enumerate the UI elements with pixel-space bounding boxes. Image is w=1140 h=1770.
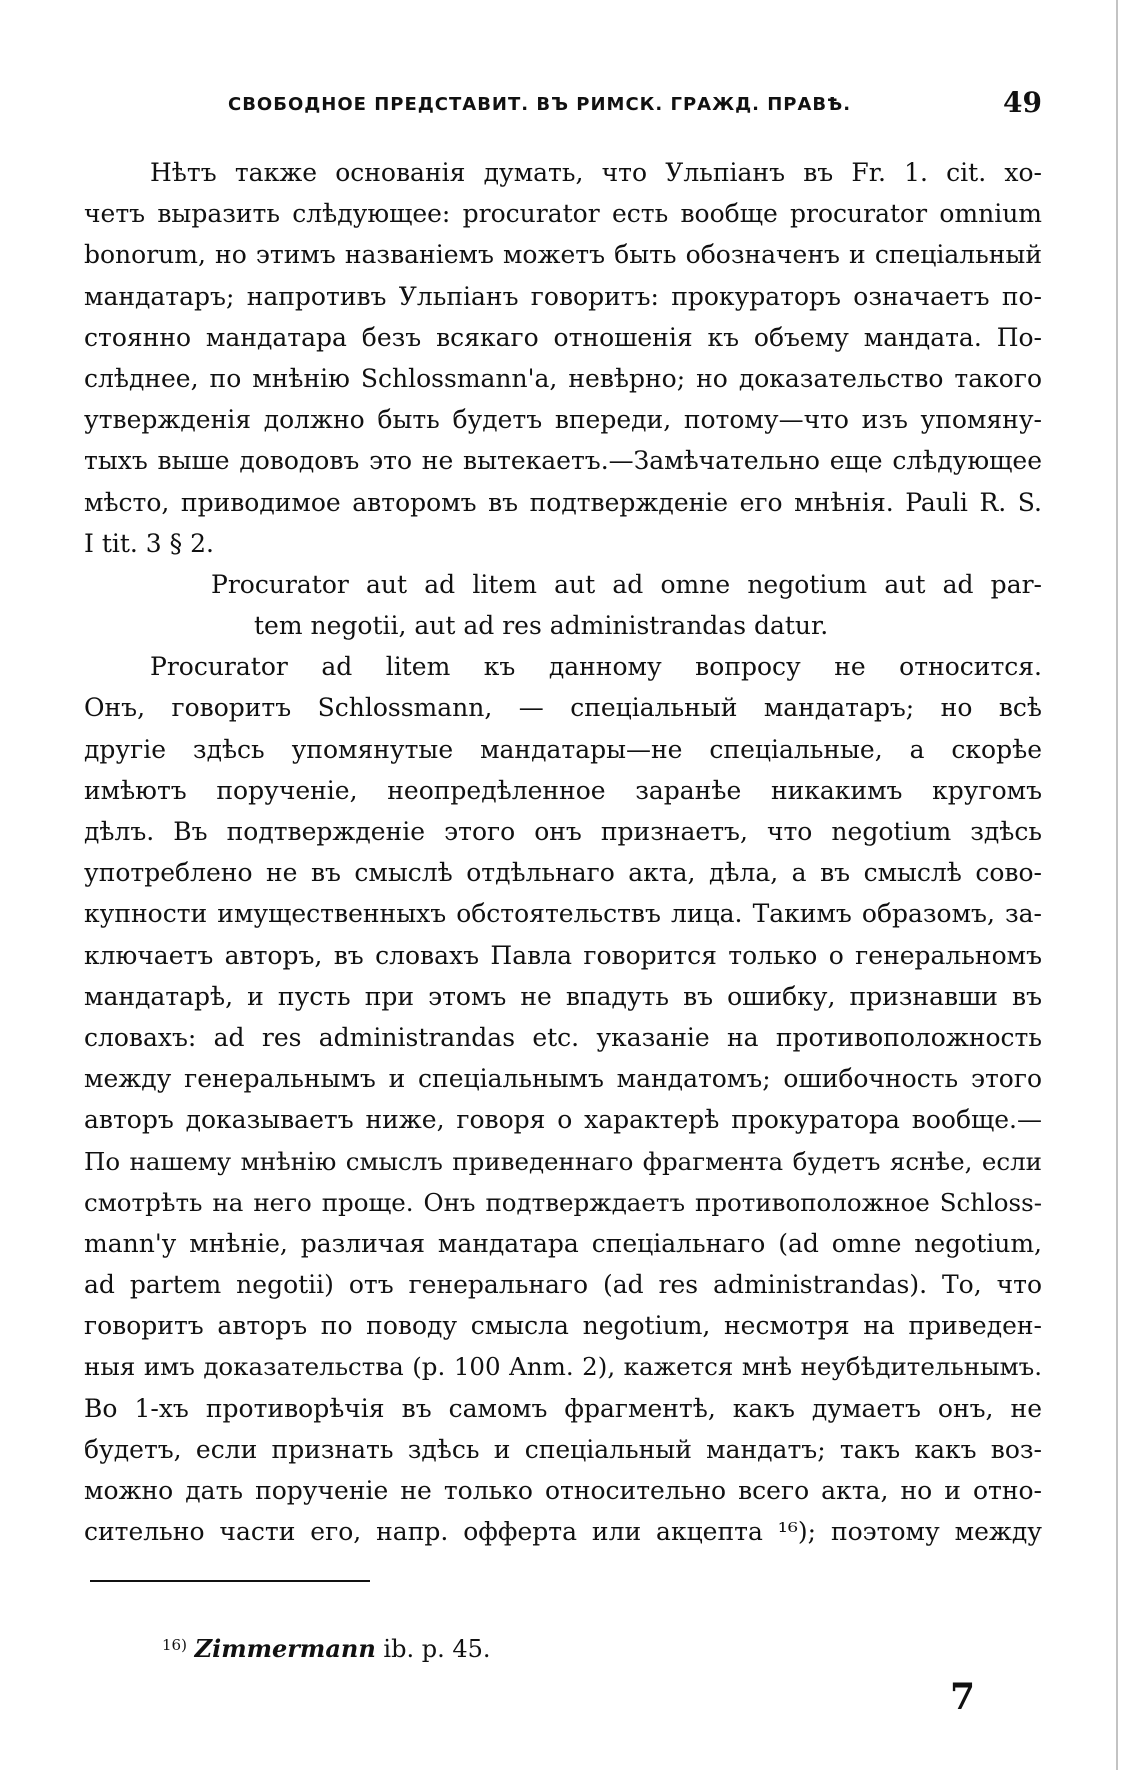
- text-line: мандатаръ; напротивъ Ульпіанъ говоритъ: прокураторъ означаетъ по-: [84, 281, 1042, 311]
- text-line: Нѣтъ также основанія думать, что Ульпіанъ въ Fr. 1. cit. хо-: [150, 158, 1042, 187]
- running-title: СВОБОДНОЕ ПРЕДСТАВИТ. ВЪ РИМСК. ГРАЖД. ПРАВѢ.: [228, 94, 852, 115]
- text-line: стоянно мандатара безъ всякаго отношенія къ объему мандата. По-: [84, 322, 1042, 352]
- text-line: четъ выразить слѣдующее: procurator есть вообще procurator omnium: [84, 199, 1042, 229]
- text-line: ad partem negotii) отъ генеральнаго (ad res administrandas). То, что: [84, 1270, 1042, 1300]
- text-line: имѣютъ порученіе, неопредѣленное заранѣе никакимъ кругомъ: [84, 775, 1042, 805]
- text-line: слѣднее, по мнѣнію Schlossmann'a, невѣрно; но доказательство такого: [84, 363, 1042, 393]
- text-line: словахъ: ad res administrandas etc. указаніе на противоположность: [84, 1022, 1042, 1052]
- footnote-marker: 16): [162, 1636, 187, 1654]
- text-line: утвержденія должно быть будетъ впереди, потому—что изъ упомяну-: [84, 405, 1042, 435]
- text-line: мѣсто, приводимое авторомъ въ подтвержденіе его мнѣнія. Pauli R. S.: [84, 487, 1042, 517]
- quotation-line: Procurator aut ad litem aut ad omne negotium aut ad par-: [211, 569, 1042, 599]
- text-line: другіе здѣсь упомянутые мандатары—не спеціальные, а скорѣе: [84, 734, 1042, 764]
- text-line: смотрѣть на него проще. Онъ подтверждаетъ противоположное Schloss-: [84, 1187, 1042, 1217]
- text-line: сительно части его, напр. офферта или акцепта ¹⁶); поэтому между: [84, 1517, 1042, 1547]
- footnote-divider: [90, 1580, 370, 1582]
- text-line: можно дать порученіе не только относительно всего акта, но и отно-: [84, 1476, 1042, 1505]
- text-line: мандатарѣ, и пусть при этомъ не впадуть въ ошибку, признавши въ: [84, 981, 1042, 1011]
- page-edge-line: [1116, 0, 1118, 1770]
- footnote: [162, 1634, 491, 1663]
- text-line: Онъ, говоритъ Schlossmann, — спеціальный мандатаръ; но всѣ: [84, 693, 1042, 723]
- text-line: Procurator ad litem къ данному вопросу не относится.: [150, 652, 1042, 682]
- page-header: [84, 86, 1042, 126]
- text-line: Во 1-хъ противорѣчія въ самомъ фрагментѣ, какъ думаетъ онъ, не: [84, 1393, 1042, 1423]
- text-line: авторъ доказываетъ ниже, говоря о характерѣ прокуратора вообще.—: [84, 1105, 1042, 1135]
- text-line: ключаетъ авторъ, въ словахъ Павла говорится только о генеральномъ: [84, 940, 1042, 970]
- text-line: ныя имъ доказательства (p. 100 Anm. 2), кажется мнѣ неубѣдительнымъ.: [84, 1352, 1042, 1382]
- body-text: [84, 152, 1042, 1552]
- text-line: тыхъ выше доводовъ это не вытекаетъ.—Замѣчательно еще слѣдующее: [84, 446, 1042, 476]
- quotation-line: tem negotii, aut ad res administrandas datur.: [254, 611, 829, 641]
- text-line: дѣлъ. Въ подтвержденіе этого онъ признаетъ, что negotium здѣсь: [84, 817, 1042, 846]
- text-line: I tit. 3 § 2.: [84, 528, 214, 558]
- signature-mark: 7: [950, 1676, 976, 1718]
- footnote-author: Zimmermann: [194, 1634, 376, 1663]
- text-line: между генеральнымъ и спеціальнымъ мандатомъ; ошибочность этого: [84, 1064, 1042, 1094]
- page-number: 49: [1003, 86, 1042, 119]
- text-line: bonorum, но этимъ названіемъ можетъ быть обозначенъ и спеціальный: [84, 240, 1042, 270]
- text-line: будетъ, если признать здѣсь и спеціальный мандатъ; такъ какъ воз-: [84, 1434, 1042, 1464]
- text-line: По нашему мнѣнію смыслъ приведеннаго фрагмента будетъ яснѣе, если: [84, 1146, 1042, 1176]
- text-line: употреблено не въ смыслѣ отдѣльнаго акта, дѣла, а въ смыслѣ сово-: [84, 858, 1042, 888]
- text-line: говоритъ авторъ по поводу смысла negotium, несмотря на приведен-: [84, 1311, 1042, 1341]
- text-line: купности имущественныхъ обстоятельствъ лица. Такимъ образомъ, за-: [84, 899, 1042, 929]
- text-line: mann'у мнѣніе, различая мандатара спеціальнаго (ad omne negotium,: [84, 1228, 1042, 1258]
- footnote-reference: ib. p. 45.: [375, 1635, 491, 1663]
